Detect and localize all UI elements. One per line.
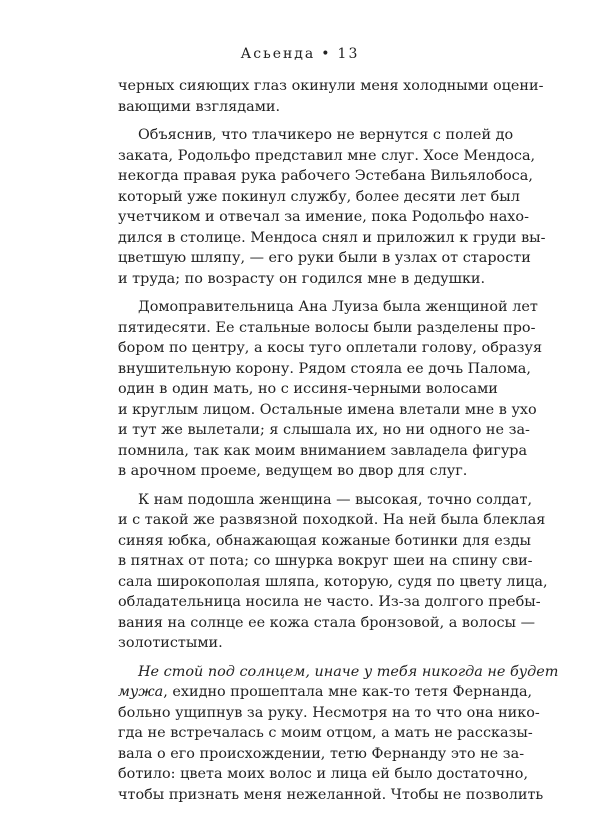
text-line: и тут же вылетали; я слышала их, но ни одного не за- bbox=[118, 422, 530, 438]
italic-word: мужа bbox=[118, 684, 164, 700]
text-line: синяя юбка, обнажающая кожаные ботинки для езды bbox=[118, 532, 531, 549]
text-line: заката, Родольфо представил мне слуг. Хосе Мендоса, bbox=[118, 147, 536, 164]
text-line: золотистыми. bbox=[118, 635, 223, 651]
text-line: в арочном проеме, ведущем во двор для слуг. bbox=[118, 463, 468, 479]
text-line: обладательница носила не часто. Из-за долгого пребы- bbox=[118, 594, 541, 610]
text-line: чтобы признать меня нежеланной. Чтобы не позволить bbox=[118, 786, 544, 803]
text-line: вающими взглядами. bbox=[118, 98, 281, 115]
text-line: ботило: цвета моих волос и лица ей было достаточно, bbox=[118, 766, 529, 782]
text-line: Объяснив, что тлачикеро не вернутся с полей до bbox=[138, 127, 514, 143]
text-line: помнила, так как моим вниманием завладела фигура bbox=[118, 442, 528, 459]
text-line: некогда правая рука рабочего Эстебана Вильялобоса, bbox=[118, 168, 533, 184]
body-text bbox=[118, 76, 559, 813]
text-line: К нам подошла женщина — высокая, точно солдат, bbox=[138, 491, 533, 508]
text-line: и труда; по возрасту он годился мне в дедушки. bbox=[118, 270, 486, 287]
text-line: мужа, ехидно прошептала мне как-то тетя Фернанда, bbox=[118, 684, 533, 700]
text-line: цветшую шляпу, — его руки были в узлах от старости bbox=[118, 250, 531, 266]
book-title: Асьенда bbox=[240, 46, 316, 62]
paragraph-3 bbox=[118, 297, 543, 482]
page-number: 13 bbox=[337, 46, 360, 62]
text-line: гда не встречалась с моим отцом, а мать не рассказы- bbox=[118, 725, 533, 741]
header-separator: • bbox=[321, 46, 332, 62]
text-line: и с такой же развязной походкой. На ней была блеклая bbox=[118, 512, 546, 528]
text-line: один в один мать, но с иссиня-черными волосами bbox=[118, 381, 498, 397]
text-line: бором по центру, а косы туго оплетали голову, образуя bbox=[118, 340, 543, 356]
paragraph-2 bbox=[118, 125, 546, 289]
text-line: больно ущипнув за руку. Несмотря на то что она нико- bbox=[118, 704, 540, 721]
text-line: вания на солнце ее кожа стала бронзовой, а волосы — bbox=[118, 614, 535, 631]
text-line: вала о его происхождении, тетю Фернанду это не за- bbox=[118, 745, 525, 762]
text-line: в пятнах от пота; со шнурка вокруг шеи на спину сви- bbox=[118, 553, 533, 569]
paragraph-4 bbox=[118, 490, 548, 654]
paragraph-1 bbox=[118, 76, 544, 117]
text-line: дился в столице. Мендоса снял и приложил к груди вы- bbox=[118, 229, 546, 246]
italic-text-line: Не стой под солнцем, иначе у тебя никогда не будет bbox=[138, 663, 559, 680]
text-line: Домоправительница Ана Луиза была женщиной лет bbox=[138, 299, 538, 315]
paragraph-5 bbox=[118, 662, 559, 806]
text-line: который уже покинул службу, более десяти лет был bbox=[118, 188, 520, 205]
text-line: и круглым лицом. Остальные имена влетали мне в ухо bbox=[118, 401, 537, 418]
text-line: сала широкополая шляпа, которую, судя по цвету лица, bbox=[118, 573, 548, 590]
text-line: внушительную корону. Рядом стояла ее дочь Палома, bbox=[118, 360, 531, 377]
text-line: черных сияющих глаз окинули меня холодными оцени- bbox=[118, 78, 544, 94]
running-head bbox=[0, 46, 600, 62]
text-line: пятидесяти. Ее стальные волосы были разделены про- bbox=[118, 319, 536, 336]
text-line: учетчиком и отвечал за имение, пока Родольфо нахо- bbox=[118, 209, 529, 225]
